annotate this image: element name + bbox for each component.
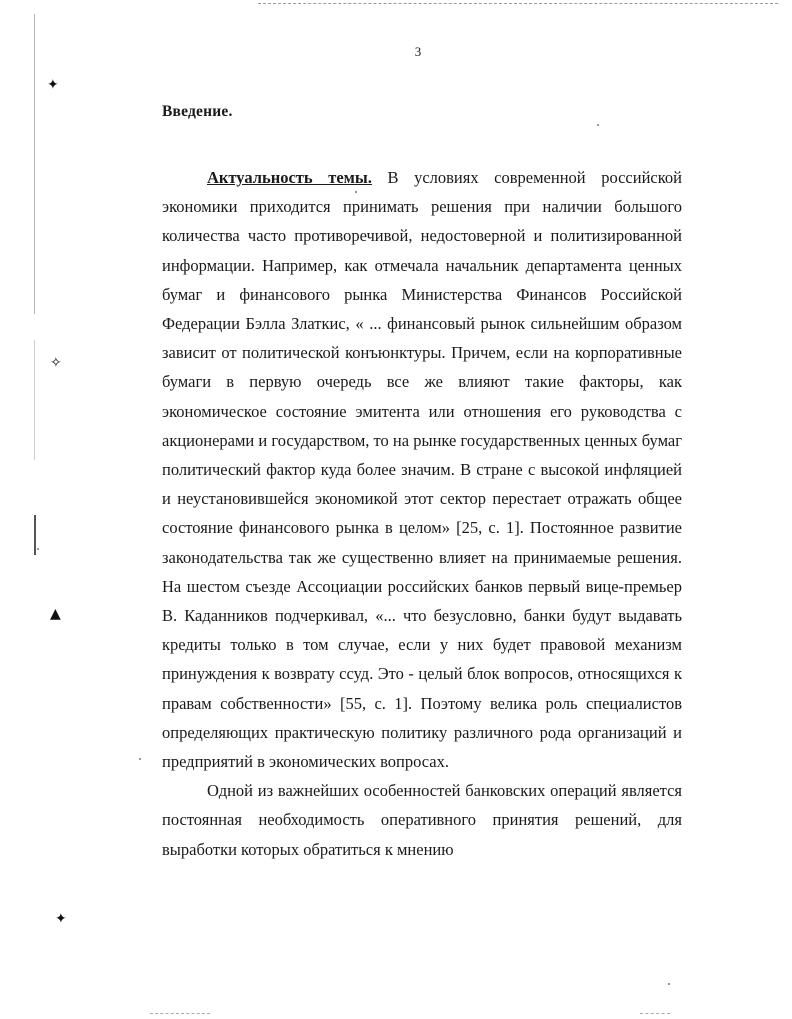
section-heading: Введение.: [162, 103, 233, 120]
scan-speck: [668, 983, 670, 985]
paragraph: [162, 776, 682, 864]
scan-speck: [37, 548, 39, 550]
page-number: 3: [414, 44, 422, 59]
body-text: [162, 163, 682, 864]
scan-speck: [597, 124, 599, 126]
scan-bottom-rule: [640, 1013, 670, 1014]
binder-hole-mark-icon: ✦: [55, 911, 67, 927]
scan-margin-line: [34, 515, 36, 555]
scan-top-rule: [258, 3, 778, 4]
paragraph-text: В условиях современной российской экономики приходится принимать решения при наличии большого количества часто противоречивой, недостоверной и политизированной информации. Например, как отмечала начальник департамента ценных бумаг и финансового рынка Министерства Финансов Российской Федерации Бэлла Златкис, « ... финансовый рынок сильнейшим образом зависит от политической конъюнктуры. Причем, если на корпоративные бумаги в первую очередь все же влияют такие факторы, как экономическое состояние эмитента или отношения его руководства с акционерами и государством, то на рынке государственных ценных бумаг политический фактор куда более значим. В стране с высокой инфляцией и неустановившейся экономикой этот сектор перестает отражать общее состояние финансового рынка в целом» [25, с. 1]. Постоянное развитие законодательства так же существенно влияет на принимаемые решения. На шестом съезде Ассоциации российских банков первый вице-премьер В. Каданников подчеркивал, «... что безусловно, банки будут выдавать кредиты только в том случае, если у них будет правовой механизм принуждения к возврату ссуд. Это - целый блок вопросов, относящихся к правам собственности» [55, с. 1]. Поэтому велика роль специалистов определяющих практическую политику различного рода организаций и предприятий в экономических вопросах.: [162, 168, 682, 772]
paragraph-lead: Актуальность темы.: [207, 168, 372, 187]
paragraph: [162, 163, 682, 776]
binder-hole-mark-icon: ▲: [50, 606, 61, 622]
binder-hole-mark-icon: ✧: [50, 355, 62, 371]
paragraph-text: Одной из важнейших особенностей банковских операций является постоянная необходимость оперативного принятия решений, для выработки которых обратиться к мнению: [162, 781, 682, 859]
binder-hole-mark-icon: ✦: [47, 77, 59, 93]
scan-margin-line: [34, 340, 35, 460]
scan-speck: [139, 758, 141, 760]
scan-bottom-rule: [150, 1013, 210, 1014]
